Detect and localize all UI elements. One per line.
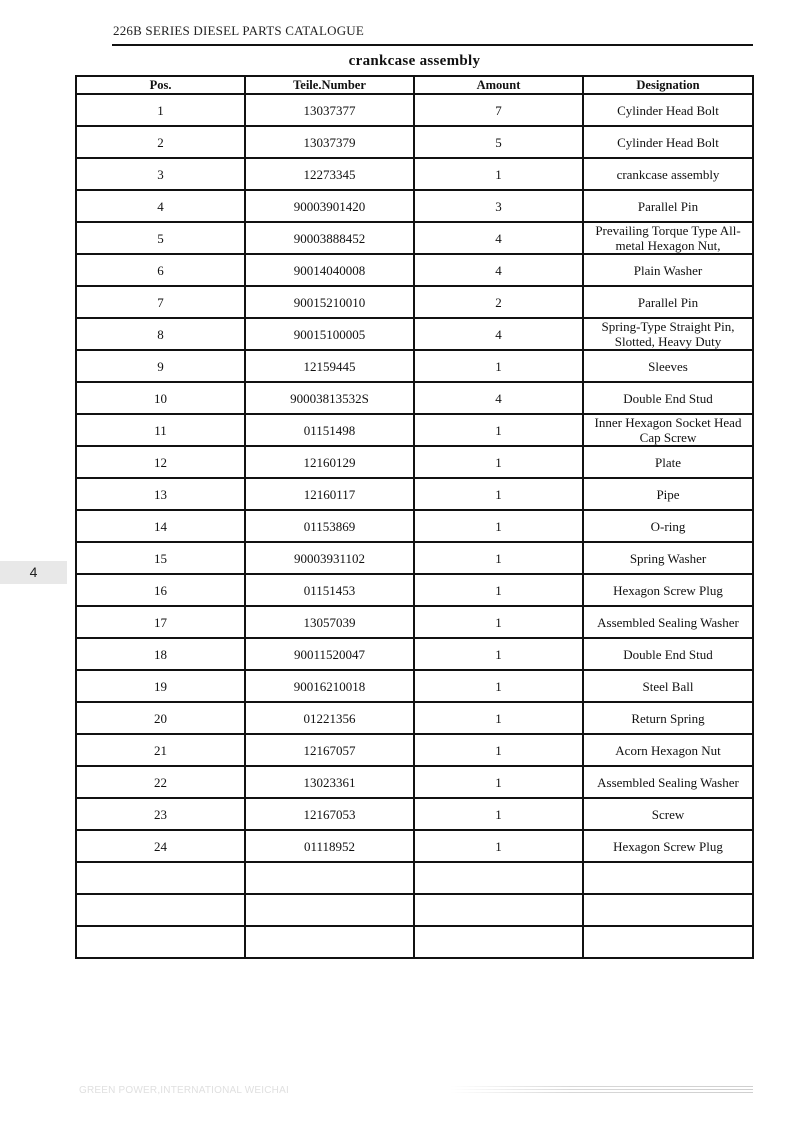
parts-table [75, 75, 754, 959]
cell-designation: crankcase assembly [583, 158, 753, 190]
cell-amount: 1 [414, 510, 583, 542]
table-row [76, 254, 753, 286]
cell-part-number: 01153869 [245, 510, 414, 542]
cell-part-number: 90011520047 [245, 638, 414, 670]
cell-amount: 1 [414, 734, 583, 766]
cell-part-number [245, 862, 414, 894]
page-number-tab: 4 [0, 561, 67, 584]
cell-pos [76, 862, 245, 894]
catalogue-header-title: 226B SERIES DIESEL PARTS CATALOGUE [113, 23, 365, 38]
cell-designation: Plate [583, 446, 753, 478]
table-row [76, 574, 753, 606]
cell-pos: 11 [76, 414, 245, 446]
cell-pos: 24 [76, 830, 245, 862]
section-title: crankcase assembly [348, 53, 481, 69]
cell-designation: Parallel Pin [583, 190, 753, 222]
table-row [76, 286, 753, 318]
cell-designation [583, 926, 753, 958]
cell-designation: Spring-Type Straight Pin, Slotted, Heavy Duty [583, 318, 753, 350]
cell-pos: 4 [76, 190, 245, 222]
cell-amount: 1 [414, 702, 583, 734]
cell-part-number: 01151453 [245, 574, 414, 606]
cell-designation [583, 862, 753, 894]
table-row [76, 446, 753, 478]
cell-part-number: 12167053 [245, 798, 414, 830]
cell-designation: Assembled Sealing Washer [583, 606, 753, 638]
column-header-designation: Designation [583, 76, 753, 94]
cell-part-number: 01221356 [245, 702, 414, 734]
cell-amount [414, 862, 583, 894]
table-row [76, 606, 753, 638]
cell-designation: Steel Ball [583, 670, 753, 702]
cell-part-number: 12160129 [245, 446, 414, 478]
cell-amount: 1 [414, 798, 583, 830]
cell-amount: 1 [414, 478, 583, 510]
cell-pos: 17 [76, 606, 245, 638]
cell-part-number: 13037379 [245, 126, 414, 158]
cell-amount: 3 [414, 190, 583, 222]
cell-pos: 2 [76, 126, 245, 158]
cell-part-number: 90016210018 [245, 670, 414, 702]
cell-pos: 6 [76, 254, 245, 286]
cell-pos: 16 [76, 574, 245, 606]
table-row [76, 798, 753, 830]
cell-amount: 2 [414, 286, 583, 318]
cell-amount: 4 [414, 318, 583, 350]
cell-designation: Double End Stud [583, 382, 753, 414]
cell-pos: 21 [76, 734, 245, 766]
cell-pos: 3 [76, 158, 245, 190]
table-row [76, 350, 753, 382]
cell-designation: Cylinder Head Bolt [583, 94, 753, 126]
cell-designation: Prevailing Torque Type All-metal Hexagon Nut, [583, 222, 753, 254]
cell-pos: 13 [76, 478, 245, 510]
table-row [76, 222, 753, 254]
cell-amount: 1 [414, 638, 583, 670]
cell-part-number: 12159445 [245, 350, 414, 382]
table-row [76, 926, 753, 958]
cell-pos: 20 [76, 702, 245, 734]
cell-amount: 4 [414, 222, 583, 254]
cell-designation: Spring Washer [583, 542, 753, 574]
table-row [76, 734, 753, 766]
cell-designation: Hexagon Screw Plug [583, 574, 753, 606]
cell-designation [583, 894, 753, 926]
cell-amount: 4 [414, 254, 583, 286]
cell-amount: 1 [414, 606, 583, 638]
table-row [76, 638, 753, 670]
table-row [76, 94, 753, 126]
table-row [76, 510, 753, 542]
column-header-amount: Amount [414, 76, 583, 94]
cell-pos: 22 [76, 766, 245, 798]
parts-table-body [76, 94, 753, 958]
table-row [76, 190, 753, 222]
cell-part-number: 13037377 [245, 94, 414, 126]
footer-watermark-text: GREEN POWER,INTERNATIONAL WEICHAI [79, 1085, 289, 1096]
cell-amount: 1 [414, 766, 583, 798]
cell-designation: Pipe [583, 478, 753, 510]
cell-part-number: 90003931102 [245, 542, 414, 574]
cell-amount [414, 894, 583, 926]
cell-pos: 12 [76, 446, 245, 478]
column-header-number: Teile.Number [245, 76, 414, 94]
cell-amount: 1 [414, 574, 583, 606]
cell-amount: 4 [414, 382, 583, 414]
cell-part-number: 01151498 [245, 414, 414, 446]
cell-pos: 14 [76, 510, 245, 542]
cell-part-number: 12167057 [245, 734, 414, 766]
cell-designation: Cylinder Head Bolt [583, 126, 753, 158]
cell-designation: Sleeves [583, 350, 753, 382]
cell-pos: 5 [76, 222, 245, 254]
cell-amount: 5 [414, 126, 583, 158]
table-row [76, 126, 753, 158]
cell-pos: 7 [76, 286, 245, 318]
table-header-row [76, 76, 753, 94]
cell-part-number: 12160117 [245, 478, 414, 510]
footer-decorative-lines [450, 1086, 753, 1096]
cell-pos: 15 [76, 542, 245, 574]
cell-designation: Hexagon Screw Plug [583, 830, 753, 862]
table-row [76, 670, 753, 702]
table-row [76, 382, 753, 414]
table-row [76, 766, 753, 798]
table-row [76, 414, 753, 446]
cell-designation: Plain Washer [583, 254, 753, 286]
cell-amount: 1 [414, 830, 583, 862]
table-row [76, 894, 753, 926]
table-row [76, 542, 753, 574]
cell-part-number: 13057039 [245, 606, 414, 638]
cell-designation: O-ring [583, 510, 753, 542]
table-row [76, 830, 753, 862]
column-header-pos: Pos. [76, 76, 245, 94]
cell-pos [76, 894, 245, 926]
cell-amount: 1 [414, 670, 583, 702]
cell-designation: Acorn Hexagon Nut [583, 734, 753, 766]
cell-part-number: 90015100005 [245, 318, 414, 350]
cell-pos: 18 [76, 638, 245, 670]
table-row [76, 862, 753, 894]
cell-designation: Parallel Pin [583, 286, 753, 318]
cell-pos: 1 [76, 94, 245, 126]
cell-designation: Screw [583, 798, 753, 830]
cell-amount: 7 [414, 94, 583, 126]
cell-pos: 9 [76, 350, 245, 382]
cell-part-number [245, 894, 414, 926]
cell-part-number: 90015210010 [245, 286, 414, 318]
table-row [76, 158, 753, 190]
cell-amount: 1 [414, 446, 583, 478]
cell-part-number [245, 926, 414, 958]
cell-pos: 10 [76, 382, 245, 414]
cell-part-number: 90003813532S [245, 382, 414, 414]
table-row [76, 478, 753, 510]
cell-part-number: 13023361 [245, 766, 414, 798]
cell-designation: Inner Hexagon Socket Head Cap Screw [583, 414, 753, 446]
cell-designation: Assembled Sealing Washer [583, 766, 753, 798]
cell-pos: 8 [76, 318, 245, 350]
cell-part-number: 90014040008 [245, 254, 414, 286]
cell-amount: 1 [414, 414, 583, 446]
cell-amount [414, 926, 583, 958]
table-row [76, 702, 753, 734]
cell-amount: 1 [414, 350, 583, 382]
cell-amount: 1 [414, 158, 583, 190]
cell-designation: Return Spring [583, 702, 753, 734]
table-row [76, 318, 753, 350]
cell-pos: 19 [76, 670, 245, 702]
cell-amount: 1 [414, 542, 583, 574]
cell-pos [76, 926, 245, 958]
cell-part-number: 12273345 [245, 158, 414, 190]
cell-part-number: 90003888452 [245, 222, 414, 254]
cell-part-number: 90003901420 [245, 190, 414, 222]
cell-designation: Double End Stud [583, 638, 753, 670]
cell-part-number: 01118952 [245, 830, 414, 862]
cell-pos: 23 [76, 798, 245, 830]
header-divider [112, 44, 753, 46]
